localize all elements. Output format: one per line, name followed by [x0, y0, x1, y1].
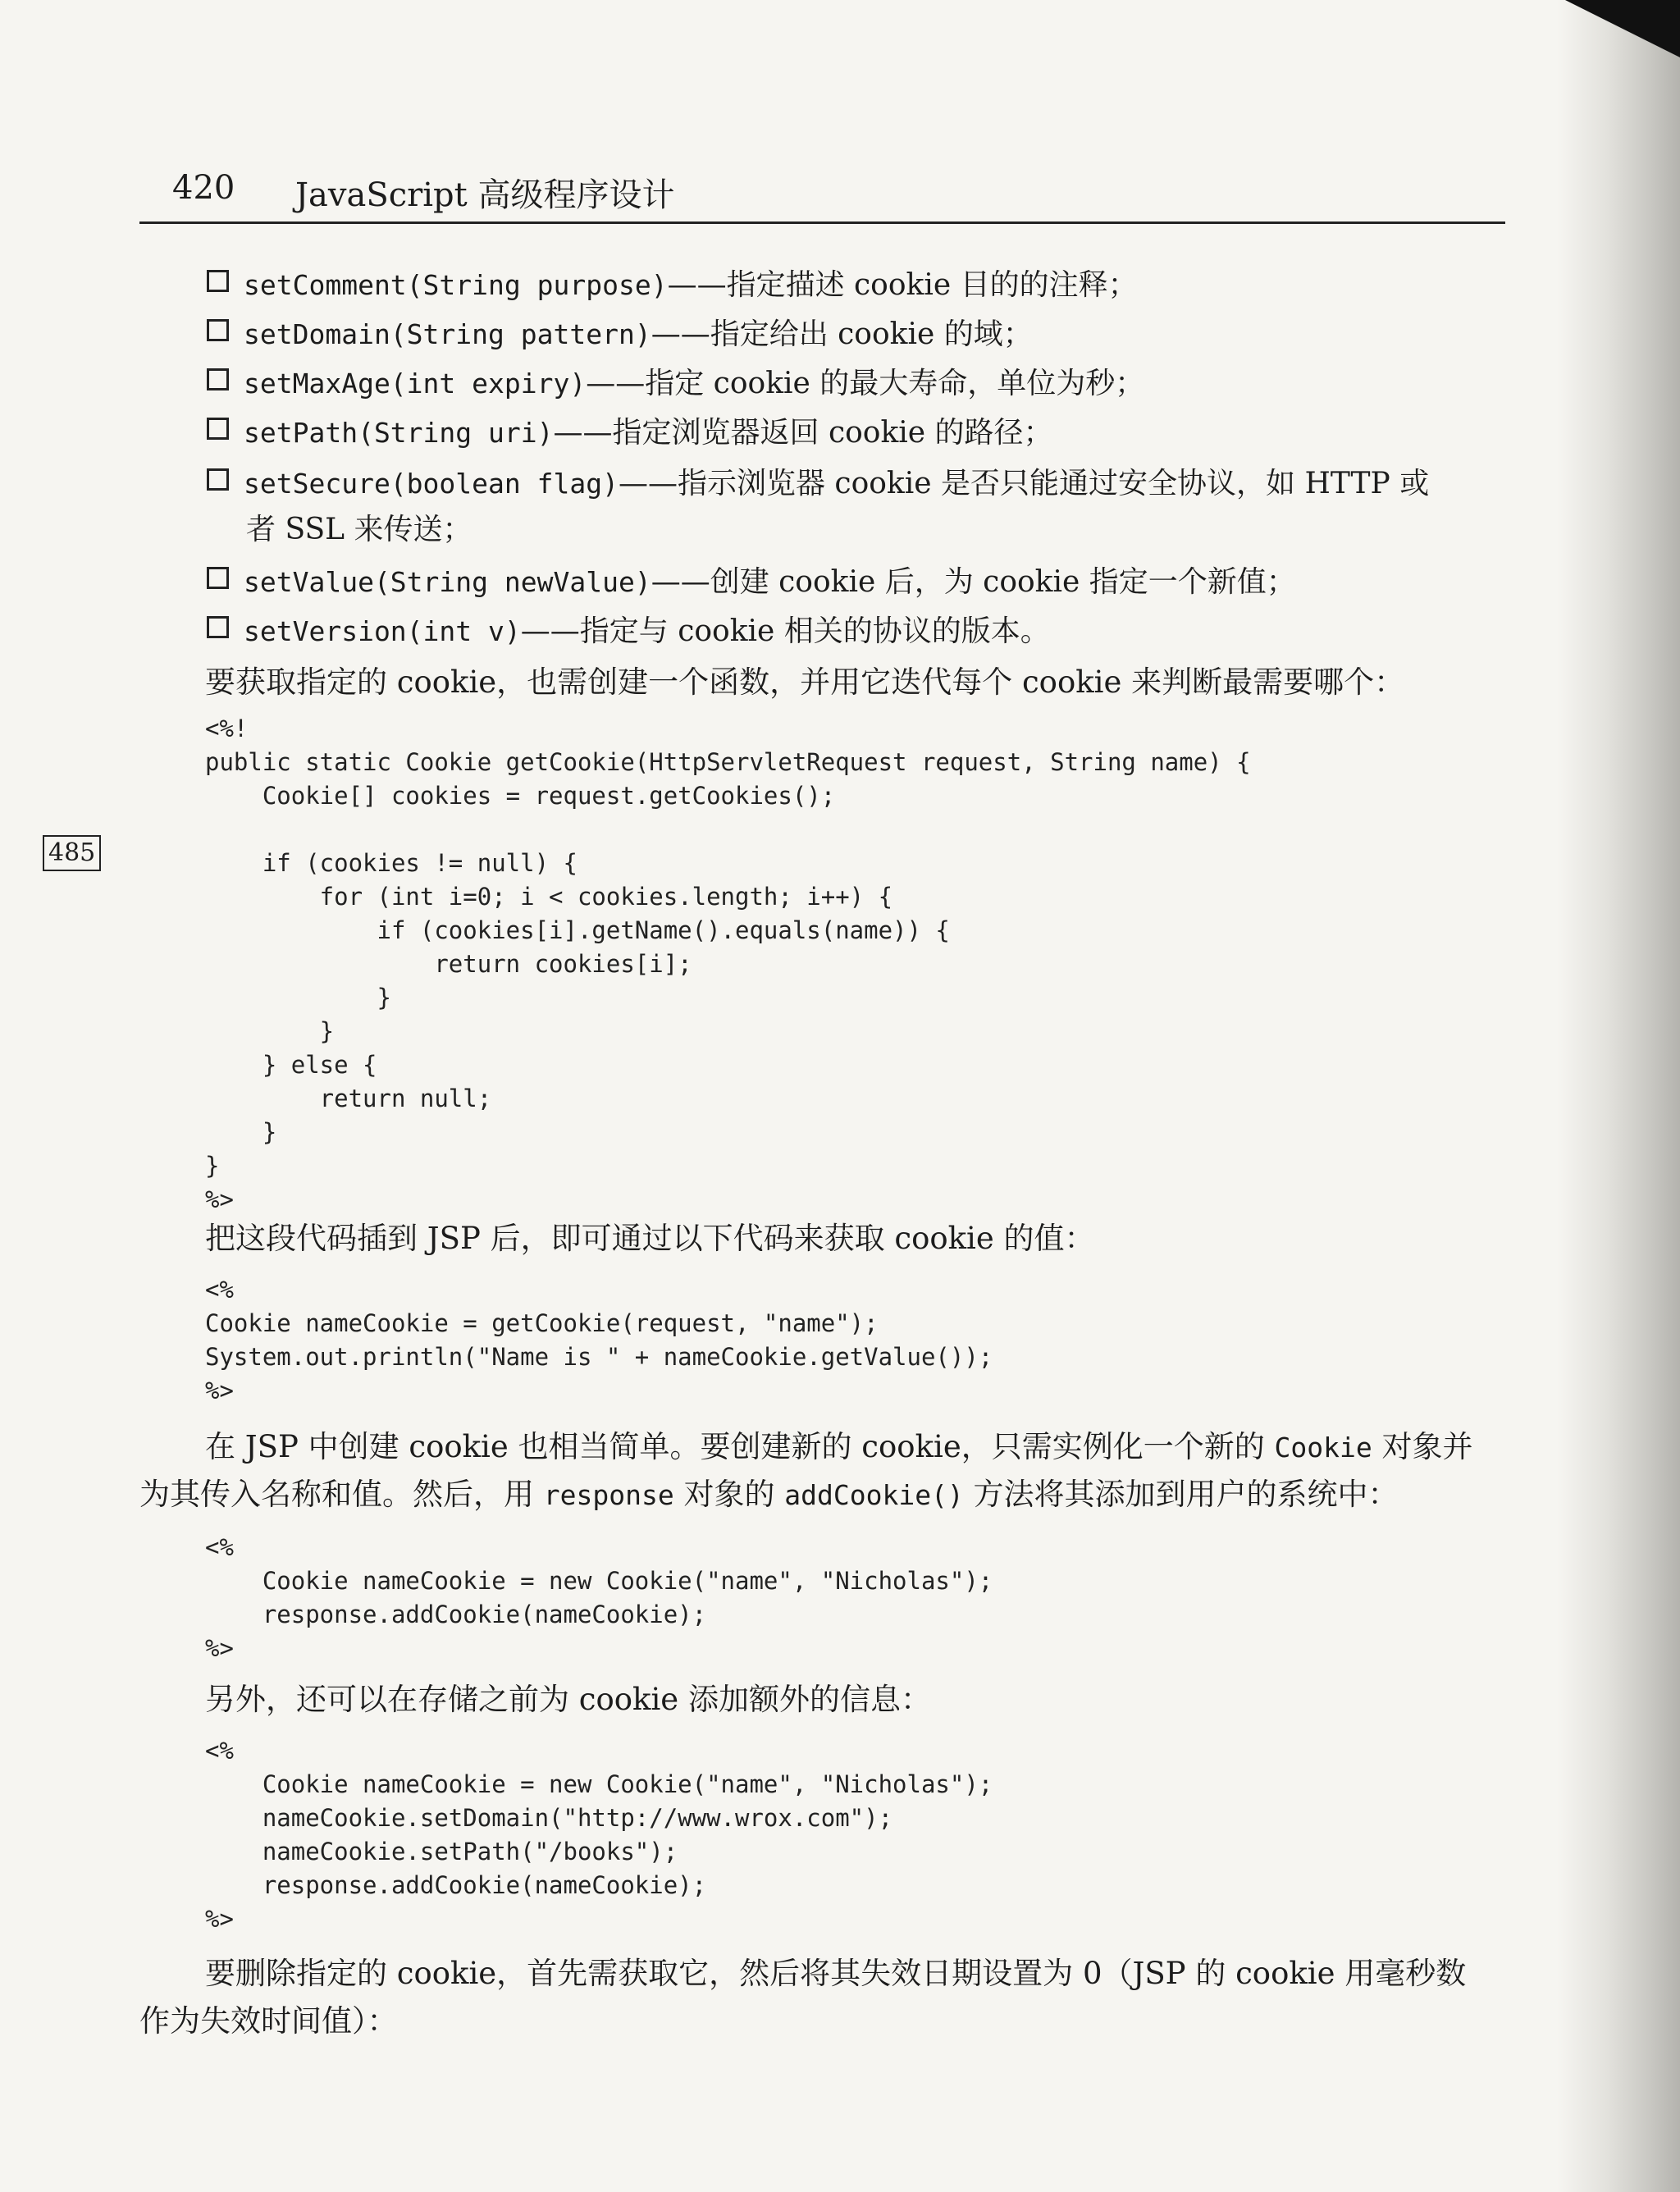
list-item	[207, 614, 1050, 649]
method-description: ——指定与 cookie 相关的协议的版本。	[520, 614, 1050, 648]
checkbox-bullet-icon	[207, 616, 229, 638]
method-description: ——指定给出 cookie 的域；	[651, 317, 1033, 351]
list-item	[207, 564, 1296, 600]
method-description: ——指示浏览器 cookie 是否只能通过安全协议，如 HTTP 或	[618, 467, 1430, 500]
paragraph-create-cookie-line1: 在 JSP 中创建 cookie 也相当简单。要创建新的 cookie，只需实例化一个新的 Cookie 对象并	[205, 1429, 1473, 1464]
list-item	[207, 267, 1138, 303]
paragraph-insert-jsp: 把这段代码插到 JSP 后，即可通过以下代码来获取 cookie 的值：	[205, 1221, 1095, 1256]
book-title: JavaScript 高级程序设计	[295, 176, 675, 214]
paragraph-delete-cookie-line2: 作为失效时间值）：	[139, 2003, 398, 2039]
method-signature: setVersion(int v)	[244, 615, 521, 647]
checkbox-bullet-icon	[207, 567, 229, 589]
code-block-get-cookie: <%! public static Cookie getCookie(HttpServletRequest request, String name) { Cookie[] cookies = request.getCookies(); if (cookies != null) { for (int i=0; i < cookies.length; i++) { if (cookies[i].getName().equals(name)) { return cookies[i]; } } } else { return null; } } %>	[205, 715, 1251, 1213]
list-item-continuation: 者 SSL 来传送；	[246, 513, 472, 546]
method-description: ——指定 cookie 的最大寿命，单位为秒；	[586, 367, 1145, 400]
paragraph-extra-info: 另外，还可以在存储之前为 cookie 添加额外的信息：	[205, 1682, 931, 1717]
checkbox-bullet-icon	[207, 319, 229, 341]
page-corner	[1565, 0, 1680, 57]
list-item	[207, 317, 1033, 352]
code-block-extra-info: <% Cookie nameCookie = new Cookie("name", "Nicholas"); nameCookie.setDomain("http://www.wrox.com"); nameCookie.setPath("/books"); response.addCookie(nameCookie); %>	[205, 1737, 993, 1933]
code-block-read-cookie: <% Cookie nameCookie = getCookie(request, "name"); System.out.println("Name is " + nameCookie.getValue()); %>	[205, 1276, 993, 1404]
checkbox-bullet-icon	[207, 368, 229, 390]
method-description: ——指定浏览器返回 cookie 的路径；	[553, 416, 1053, 450]
method-description: ——指定描述 cookie 目的的注释；	[667, 268, 1138, 302]
method-signature: setComment(String purpose)	[244, 269, 668, 301]
list-item	[207, 366, 1144, 401]
method-signature: setDomain(String pattern)	[244, 318, 651, 350]
book-spine-shadow	[1557, 0, 1680, 2192]
inline-code: addCookie()	[784, 1479, 964, 1511]
method-signature: setSecure(boolean flag)	[244, 468, 619, 500]
paragraph-delete-cookie-line1: 要删除指定的 cookie，首先需获取它，然后将其失效日期设置为 0（JSP 的 cookie 用毫秒数	[205, 1956, 1467, 1991]
page-header	[139, 162, 1505, 224]
checkbox-bullet-icon	[207, 468, 229, 491]
page-number: 420	[172, 169, 235, 207]
method-signature: setPath(String uri)	[244, 417, 554, 449]
inline-code: response	[543, 1479, 674, 1511]
paragraph-get-cookie: 要获取指定的 cookie，也需创建一个函数，并用它迭代每个 cookie 来判断最需要哪个：	[205, 664, 1405, 700]
checkbox-bullet-icon	[207, 418, 229, 440]
checkbox-bullet-icon	[207, 270, 229, 292]
code-block-create-cookie: <% Cookie nameCookie = new Cookie("name", "Nicholas"); response.addCookie(nameCookie); %>	[205, 1533, 993, 1662]
method-signature: setValue(String newValue)	[244, 566, 651, 598]
inline-code: Cookie	[1274, 1432, 1372, 1464]
paragraph-create-cookie-line2: 为其传入名称和值。然后，用 response 对象的 addCookie() 方法将其添加到用户的系统中：	[139, 1477, 1399, 1512]
margin-page-reference: 485	[43, 835, 101, 871]
method-signature: setMaxAge(int expiry)	[244, 368, 587, 400]
method-description: ——创建 cookie 后，为 cookie 指定一个新值；	[651, 565, 1296, 599]
list-item	[207, 466, 1429, 501]
list-item	[207, 415, 1053, 450]
